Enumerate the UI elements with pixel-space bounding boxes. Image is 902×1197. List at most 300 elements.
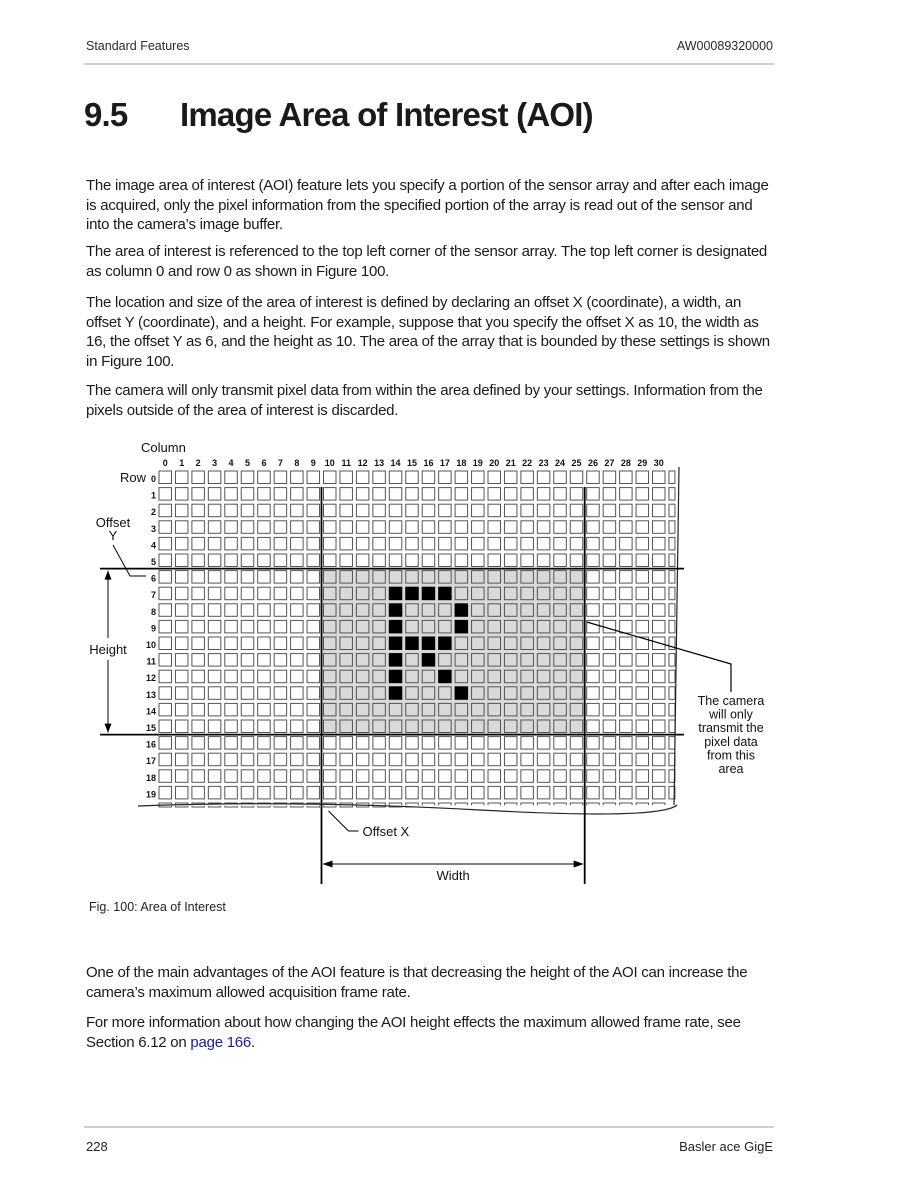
row-tick-label: 11 — [146, 656, 156, 667]
pixel — [439, 687, 452, 700]
pixel — [225, 620, 238, 633]
pixel — [373, 571, 386, 584]
pixel — [587, 554, 600, 567]
pixel — [537, 587, 550, 600]
pixel — [439, 521, 452, 534]
pixel — [488, 670, 501, 683]
pixel — [439, 753, 452, 766]
pixel — [208, 504, 221, 517]
row-tick-label: 13 — [145, 689, 156, 700]
pixel — [406, 488, 419, 501]
pixel — [258, 753, 271, 766]
pixel — [603, 753, 616, 766]
pixel — [241, 504, 254, 517]
pixel — [504, 786, 517, 799]
pixel — [324, 504, 337, 517]
pixel — [291, 654, 304, 667]
pixel — [175, 471, 188, 484]
pixel — [620, 554, 633, 567]
pixel — [439, 571, 452, 584]
pixel — [570, 703, 583, 716]
pixel — [422, 554, 435, 567]
pixel — [324, 654, 337, 667]
pixel — [356, 488, 369, 501]
pixel — [603, 620, 616, 633]
pixel — [291, 770, 304, 783]
column-tick-label: 27 — [604, 458, 615, 468]
callout-text-line: pixel data — [704, 734, 758, 749]
pixel — [225, 537, 238, 550]
column-tick-label: 18 — [456, 458, 467, 468]
pixel — [192, 554, 205, 567]
pixel — [175, 620, 188, 633]
pixel — [389, 471, 402, 484]
pixel-partial — [669, 654, 675, 667]
pixel — [488, 654, 501, 667]
pixel — [192, 687, 205, 700]
pixel — [422, 620, 435, 633]
right-tear-edge — [674, 467, 679, 807]
row-tick-label: 1 — [150, 490, 156, 501]
pixel — [620, 720, 633, 733]
pixel — [274, 537, 287, 550]
pixel — [636, 670, 649, 683]
pixel — [439, 504, 452, 517]
pixel-on — [422, 587, 435, 600]
pixel-partial — [669, 521, 675, 534]
pixel — [274, 720, 287, 733]
pixel — [603, 554, 616, 567]
pixel — [537, 737, 550, 750]
pixel — [324, 488, 337, 501]
pixel — [603, 521, 616, 534]
column-tick-label: 1 — [179, 458, 185, 468]
column-tick-label: 13 — [374, 458, 385, 468]
pixel-on — [389, 604, 402, 617]
pixel — [603, 720, 616, 733]
running-header-doc-id: AW00089320000 — [676, 39, 773, 53]
pixel — [587, 786, 600, 799]
pixel — [175, 720, 188, 733]
column-tick-label: 15 — [406, 458, 418, 468]
pixel — [192, 620, 205, 633]
pixel — [504, 637, 517, 650]
pixel — [291, 587, 304, 600]
column-tick-label: 23 — [538, 458, 549, 468]
width-arrow-left-icon — [323, 861, 333, 868]
pixel-partial — [669, 670, 675, 683]
pixel — [356, 703, 369, 716]
page-166-link[interactable]: page 166 — [190, 1033, 251, 1051]
pixel — [537, 753, 550, 766]
pixel — [587, 620, 600, 633]
pixel — [241, 471, 254, 484]
pixel — [307, 703, 320, 716]
pixel — [208, 654, 221, 667]
pixel-partial — [669, 770, 675, 783]
pixel — [340, 587, 353, 600]
pixel — [340, 703, 353, 716]
column-tick-label: 29 — [637, 458, 648, 468]
paragraph-location-size: The location and size of the area of interest is defined by declaring an offset X (coordinate), a width, an offset Y (coordinate), and a height. For example, suppose that you specify the offset X as 10, the width as 16, the offset Y as 6, and the height as 10. The area of the array that is bounded by these settings is shown in Figure 100. — [86, 294, 770, 370]
pixel — [340, 554, 353, 567]
pixel — [570, 471, 583, 484]
pixel — [225, 521, 238, 534]
pixel — [208, 571, 221, 584]
pixel — [373, 537, 386, 550]
pixel — [241, 687, 254, 700]
pixel-on — [389, 620, 402, 633]
pixel — [620, 670, 633, 683]
pixel — [422, 703, 435, 716]
pixel — [620, 737, 633, 750]
pixel — [603, 604, 616, 617]
pixel — [620, 786, 633, 799]
pixel — [159, 670, 172, 683]
pixel — [356, 587, 369, 600]
pixel — [521, 720, 534, 733]
pixel — [587, 504, 600, 517]
pixel — [521, 737, 534, 750]
pixel — [340, 604, 353, 617]
pixel — [274, 737, 287, 750]
pixel — [159, 786, 172, 799]
pixel — [587, 770, 600, 783]
pixel — [455, 504, 468, 517]
pixel — [488, 471, 501, 484]
pixel — [422, 770, 435, 783]
pixel — [159, 504, 172, 517]
pixel — [175, 504, 188, 517]
pixel — [324, 537, 337, 550]
row-tick-label: 18 — [145, 772, 156, 783]
pixel — [587, 703, 600, 716]
pixel — [291, 620, 304, 633]
pixel — [504, 488, 517, 501]
pixel — [159, 720, 172, 733]
column-tick-label: 28 — [620, 458, 631, 468]
offset-y-leader — [113, 545, 146, 576]
pixel — [192, 604, 205, 617]
pixel — [636, 703, 649, 716]
pixel — [488, 554, 501, 567]
pixel — [455, 571, 468, 584]
pixel — [439, 488, 452, 501]
pixel — [504, 803, 517, 807]
pixel — [192, 703, 205, 716]
pixel — [537, 488, 550, 501]
pixel-on — [389, 670, 402, 683]
pixel — [291, 471, 304, 484]
pixel — [192, 786, 205, 799]
pixel — [225, 703, 238, 716]
pixel — [340, 571, 353, 584]
pixel — [587, 471, 600, 484]
pixel-partial — [669, 620, 675, 633]
pixel — [274, 637, 287, 650]
pixel — [587, 737, 600, 750]
pixel — [537, 604, 550, 617]
pixel — [274, 521, 287, 534]
pixel — [636, 687, 649, 700]
pixel — [603, 471, 616, 484]
pixel — [570, 770, 583, 783]
pixel — [521, 803, 534, 807]
callout-text-line: The camera — [697, 694, 765, 708]
pixel — [258, 720, 271, 733]
pixel — [307, 471, 320, 484]
pixel — [175, 753, 188, 766]
pixel — [225, 587, 238, 600]
pixel — [208, 604, 221, 617]
pixel — [208, 554, 221, 567]
pixel — [488, 488, 501, 501]
pixel — [488, 604, 501, 617]
pixel — [208, 737, 221, 750]
pixel — [389, 488, 402, 501]
pixel — [356, 471, 369, 484]
pixel — [439, 786, 452, 799]
pixel — [159, 537, 172, 550]
pixel — [192, 471, 205, 484]
pixel — [307, 637, 320, 650]
pixel — [291, 786, 304, 799]
pixel — [274, 471, 287, 484]
column-tick-label: 7 — [277, 458, 283, 468]
pixel — [406, 571, 419, 584]
column-tick-label: 6 — [261, 458, 267, 468]
pixel — [324, 803, 337, 807]
pixel — [241, 786, 254, 799]
pixel — [603, 537, 616, 550]
pixel — [603, 786, 616, 799]
height-arrow-up-icon — [105, 571, 112, 580]
pixel — [504, 670, 517, 683]
pixel — [472, 571, 485, 584]
pixel — [389, 786, 402, 799]
pixel — [274, 571, 287, 584]
row-tick-label: 2 — [150, 507, 156, 518]
pixel — [537, 803, 550, 807]
pixel — [324, 703, 337, 716]
pixel — [258, 521, 271, 534]
pixel-on — [389, 637, 402, 650]
pixel — [307, 537, 320, 550]
pixel — [356, 521, 369, 534]
pixel — [159, 521, 172, 534]
pixel — [241, 587, 254, 600]
pixel — [653, 770, 666, 783]
pixel — [291, 504, 304, 517]
page-number: 228 — [86, 1139, 108, 1154]
pixel — [439, 537, 452, 550]
pixel — [291, 753, 304, 766]
pixel — [521, 488, 534, 501]
row-tick-label: 12 — [145, 673, 156, 684]
offset-y-label-letter: Y — [108, 528, 118, 543]
pixel — [324, 753, 337, 766]
pixel — [373, 670, 386, 683]
pixel — [570, 554, 583, 567]
pixel — [653, 670, 666, 683]
pixel — [175, 571, 188, 584]
pixel — [159, 654, 172, 667]
pixel — [521, 571, 534, 584]
pixel — [521, 537, 534, 550]
pixel — [373, 587, 386, 600]
column-tick-label: 11 — [341, 458, 351, 468]
pixel — [472, 587, 485, 600]
pixel — [504, 521, 517, 534]
offset-y-label: Offset — [95, 515, 131, 530]
pixel — [472, 488, 485, 501]
pixel — [653, 687, 666, 700]
pixel-partial — [669, 687, 675, 700]
pixel — [439, 770, 452, 783]
pixel — [340, 637, 353, 650]
pixel — [208, 620, 221, 633]
pixel — [225, 571, 238, 584]
column-tick-label: 2 — [195, 458, 201, 468]
pixel — [554, 753, 567, 766]
column-tick-label: 12 — [357, 458, 368, 468]
pixel — [225, 604, 238, 617]
pixel — [455, 720, 468, 733]
pixel — [208, 587, 221, 600]
pixel — [537, 720, 550, 733]
pixel — [422, 488, 435, 501]
pixel — [208, 703, 221, 716]
pixel — [472, 737, 485, 750]
pixel — [554, 687, 567, 700]
pixel — [504, 537, 517, 550]
width-label: Width — [436, 868, 470, 883]
pixel — [356, 720, 369, 733]
pixel — [554, 637, 567, 650]
pixel — [472, 786, 485, 799]
pixel — [455, 803, 468, 807]
pixel-partial — [669, 587, 675, 600]
row-tick-label: 6 — [150, 573, 156, 584]
pixel — [225, 504, 238, 517]
row-tick-label: 7 — [150, 590, 156, 601]
column-tick-label: 19 — [472, 458, 483, 468]
pixel — [455, 753, 468, 766]
pixel-on — [439, 670, 452, 683]
pixel — [258, 537, 271, 550]
pixel — [192, 770, 205, 783]
pixel — [291, 488, 304, 501]
pixel — [620, 654, 633, 667]
pixel — [241, 537, 254, 550]
pixel — [175, 770, 188, 783]
row-tick-label: 8 — [150, 606, 156, 617]
pixel — [653, 504, 666, 517]
pixel-partial — [669, 786, 675, 799]
pixel — [472, 537, 485, 550]
pixel — [340, 770, 353, 783]
pixel — [603, 637, 616, 650]
pixel — [356, 654, 369, 667]
pixel — [653, 637, 666, 650]
pixel — [472, 803, 485, 807]
pixel — [225, 654, 238, 667]
pixel-on — [455, 604, 468, 617]
pixel — [587, 521, 600, 534]
pixel — [373, 803, 386, 807]
pixel — [258, 587, 271, 600]
pixel — [537, 554, 550, 567]
pixel — [307, 554, 320, 567]
pixel — [472, 620, 485, 633]
pixel — [258, 703, 271, 716]
pixel — [356, 737, 369, 750]
column-tick-label: 21 — [505, 458, 516, 468]
pixel — [653, 571, 666, 584]
pixel — [208, 637, 221, 650]
pixel-partial — [669, 554, 675, 567]
pixel — [653, 537, 666, 550]
pixel — [192, 720, 205, 733]
pixel — [488, 786, 501, 799]
offset-x-label: Offset X — [362, 824, 410, 839]
footer-divider — [84, 1126, 774, 1128]
pixel-on — [422, 637, 435, 650]
pixel — [504, 587, 517, 600]
row-axis-label: Row — [119, 470, 146, 485]
pixel — [307, 488, 320, 501]
pixel — [603, 488, 616, 501]
pixel — [653, 803, 666, 807]
pixel — [636, 571, 649, 584]
pixel — [373, 471, 386, 484]
pixel — [521, 753, 534, 766]
callout-text-line: will only — [709, 707, 753, 722]
row-tick-label: 14 — [145, 706, 156, 717]
pixel — [389, 770, 402, 783]
pixel — [422, 687, 435, 700]
pixel — [587, 637, 600, 650]
pixel — [258, 737, 271, 750]
column-tick-label: 30 — [653, 458, 664, 468]
pixel — [192, 571, 205, 584]
pixel — [175, 670, 188, 683]
pixel — [291, 737, 304, 750]
pixel — [521, 587, 534, 600]
pixel — [439, 703, 452, 716]
pixel — [603, 670, 616, 683]
pixel — [175, 604, 188, 617]
pixel — [356, 786, 369, 799]
pixel — [587, 753, 600, 766]
row-tick-label: 19 — [145, 789, 156, 800]
pixel — [537, 504, 550, 517]
pixel — [504, 687, 517, 700]
pixel — [636, 604, 649, 617]
pixel — [274, 703, 287, 716]
pixel — [389, 720, 402, 733]
pixel — [636, 786, 649, 799]
pixel — [439, 654, 452, 667]
pixel — [356, 687, 369, 700]
pixel — [570, 637, 583, 650]
pixel — [373, 488, 386, 501]
pixel — [159, 471, 172, 484]
pixel — [570, 604, 583, 617]
paragraph-reference: The area of interest is referenced to the top left corner of the sensor array. The top left corner is designated as column 0 and row 0 as shown in Figure 100. — [86, 243, 767, 280]
footer-product: Basler ace GigE — [679, 1139, 773, 1154]
pixel — [241, 488, 254, 501]
